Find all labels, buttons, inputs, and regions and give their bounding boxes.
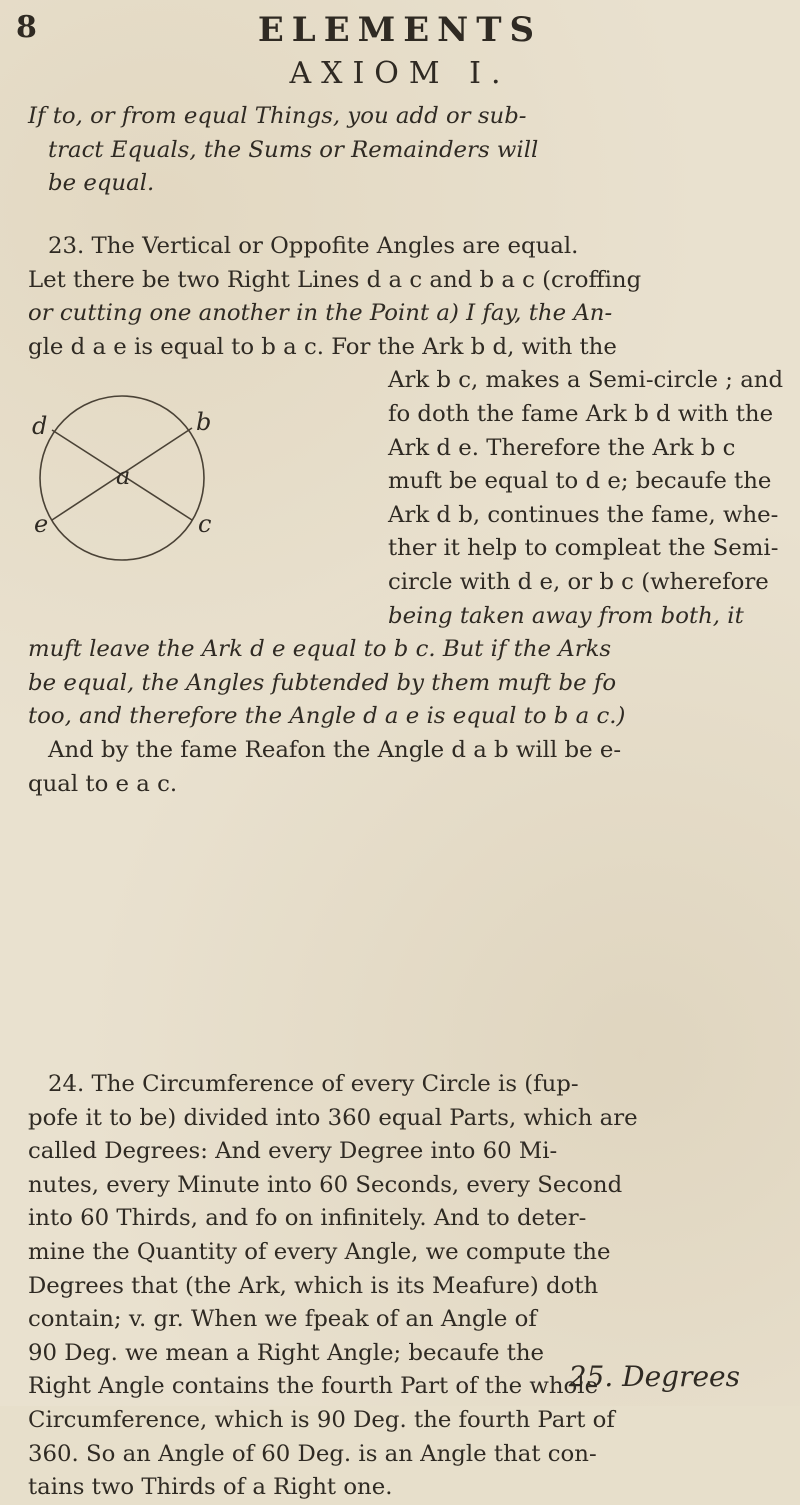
text-line: too, and therefore the Angle d a e is equal to b a c.)	[28, 703, 626, 730]
circle-diagram	[22, 370, 352, 575]
text-line: Ark d b, continues the fame, whe-	[388, 501, 779, 528]
section-title: AXIOM I.	[289, 56, 511, 91]
label-e: e	[34, 510, 49, 538]
label-a: a	[116, 462, 131, 490]
text-line: 24. The Circumference of every Circle is (fup-	[48, 1071, 579, 1097]
paragraph-24	[28, 1068, 780, 1505]
label-c: c	[198, 510, 212, 538]
text-line: called Degrees: And every Degree into 60 Mi-	[28, 1138, 558, 1165]
text-line: Ark d e. Therefore the Ark b c	[388, 434, 736, 461]
text-line: fo doth the fame Ark b d with the	[388, 400, 774, 427]
text-line: contain; v. gr. When we fpeak of an Angle of	[28, 1306, 537, 1333]
running-head: ELEMENTS	[257, 10, 543, 50]
text-line: Degrees that (the Ark, which is its Meafure) doth	[28, 1272, 599, 1299]
text-line: 360. So an Angle of 60 Deg. is an Angle that con-	[28, 1440, 597, 1467]
text-line: into 60 Thirds, and fo on infinitely. And to deter-	[28, 1205, 587, 1232]
catchword: 25. Degrees	[568, 1360, 740, 1393]
text-line: qual to e a c.	[28, 770, 178, 797]
text-line: gle d a e is equal to b a c. For the Ark b d, with the	[28, 333, 617, 360]
text-line: mine the Quantity of every Angle, we compute the	[28, 1238, 611, 1265]
text-line: Ark b c, makes a Semi-circle ; and	[388, 367, 784, 394]
text-line: be equal, the Angles fubtended by them muft be fo	[28, 669, 617, 696]
text-line: circle with d e, or b c (wherefore	[388, 568, 769, 595]
text-line: ther it help to compleat the Semi-	[388, 535, 779, 562]
text-line: be equal.	[48, 170, 155, 197]
text-line: or cutting one another in the Point a) I fay, the An-	[28, 300, 613, 327]
text-line: muft be equal to d e; becaufe the	[388, 468, 772, 495]
text-line: 23. The Vertical or Oppofite Angles are equal.	[48, 233, 579, 259]
label-d: d	[32, 412, 48, 440]
text-line: nutes, every Minute into 60 Seconds, every Second	[28, 1171, 623, 1198]
label-b: b	[196, 408, 212, 436]
text-line: Right Angle contains the fourth Part of the whole	[28, 1373, 599, 1400]
page-header	[0, 8, 800, 48]
text-line: If to, or from equal Things, you add or sub-	[28, 103, 527, 129]
text-line: And by the fame Reafon the Angle d a b will be e-	[48, 736, 622, 763]
text-line: Circumference, which is 90 Deg. the fourth Part of	[28, 1406, 615, 1433]
circle-diagram-svg	[22, 370, 352, 575]
text-line: tract Equals, the Sums or Remainders will	[48, 136, 539, 163]
text-line: Let there be two Right Lines d a c and b a c (croffing	[28, 266, 642, 293]
text-line: pofe it to be) divided into 360 equal Parts, which are	[28, 1104, 638, 1131]
text-line: being taken away from both, it	[388, 602, 744, 629]
text-line: muft leave the Ark d e equal to b c. But if the Arks	[28, 636, 612, 663]
page-number: 8	[16, 10, 38, 45]
text-line: tains two Thirds of a Right one.	[28, 1474, 393, 1501]
text-line: 90 Deg. we mean a Right Angle; becaufe the	[28, 1339, 545, 1366]
axiom-text	[28, 100, 780, 201]
